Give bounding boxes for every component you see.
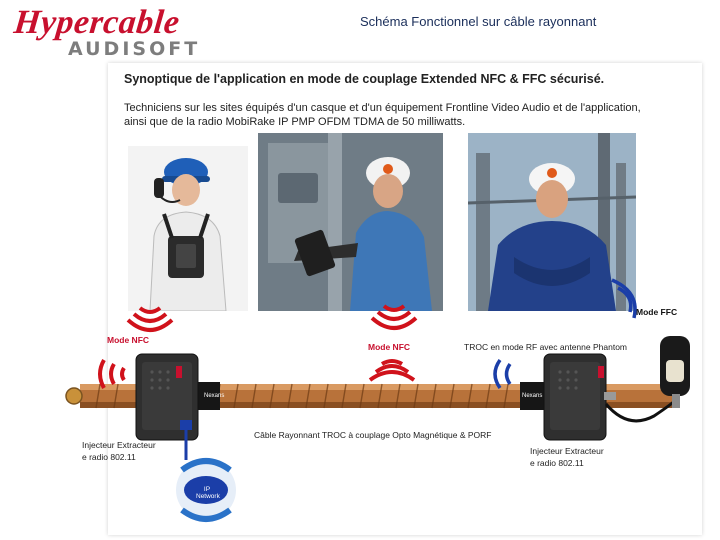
nfc-signal-cable-center — [370, 361, 414, 380]
device-left-brand: Nexans — [204, 393, 225, 399]
mode-nfc-left-label: Mode NFC — [107, 335, 150, 345]
nfc-signal-center-upper — [372, 306, 416, 328]
injector-left-label-line2: e radio 802.11 — [82, 452, 136, 462]
nfc-signal-left-device — [100, 360, 124, 388]
ffc-signal-upper — [612, 280, 635, 318]
injector-right-device — [544, 354, 616, 440]
cable-label: Câble Rayonnant TROC à couplage Opto Magnétique & PORF — [254, 430, 492, 440]
slide-title: Schéma Fonctionnel sur câble rayonnant — [360, 14, 597, 29]
mode-ffc-label: Mode FFC — [636, 307, 678, 317]
injector-right-label-line1: Injecteur Extracteur — [530, 446, 604, 456]
ip-network-label: IP Network — [196, 486, 220, 500]
nfc-signal-left-upper — [128, 308, 172, 330]
mode-nfc-center-label: Mode NFC — [368, 342, 411, 352]
audisoft-logo: AUDISOFT — [68, 38, 201, 60]
hypercable-logo: Hypercable — [12, 4, 182, 41]
panel-title: Synoptique de l'application en mode de couplage Extended NFC & FFC sécurisé. — [124, 72, 605, 86]
injector-left-label-line1: Injecteur Extracteur — [82, 440, 156, 450]
troc-phantom-label: TROC en mode RF avec antenne Phantom — [464, 342, 627, 352]
panel-description: Techniciens sur les sites équipés d'un casque et d'un équipement Frontline Video Audio et de l'application, ainsi que de la radio MobiRake IP PMP OFDM TDMA de 50 milliwatts. — [124, 102, 641, 128]
ffc-signal-right-device — [495, 360, 510, 388]
injector-right-label-line2: e radio 802.11 — [530, 458, 584, 468]
device-right-brand: Nexans — [522, 393, 543, 399]
